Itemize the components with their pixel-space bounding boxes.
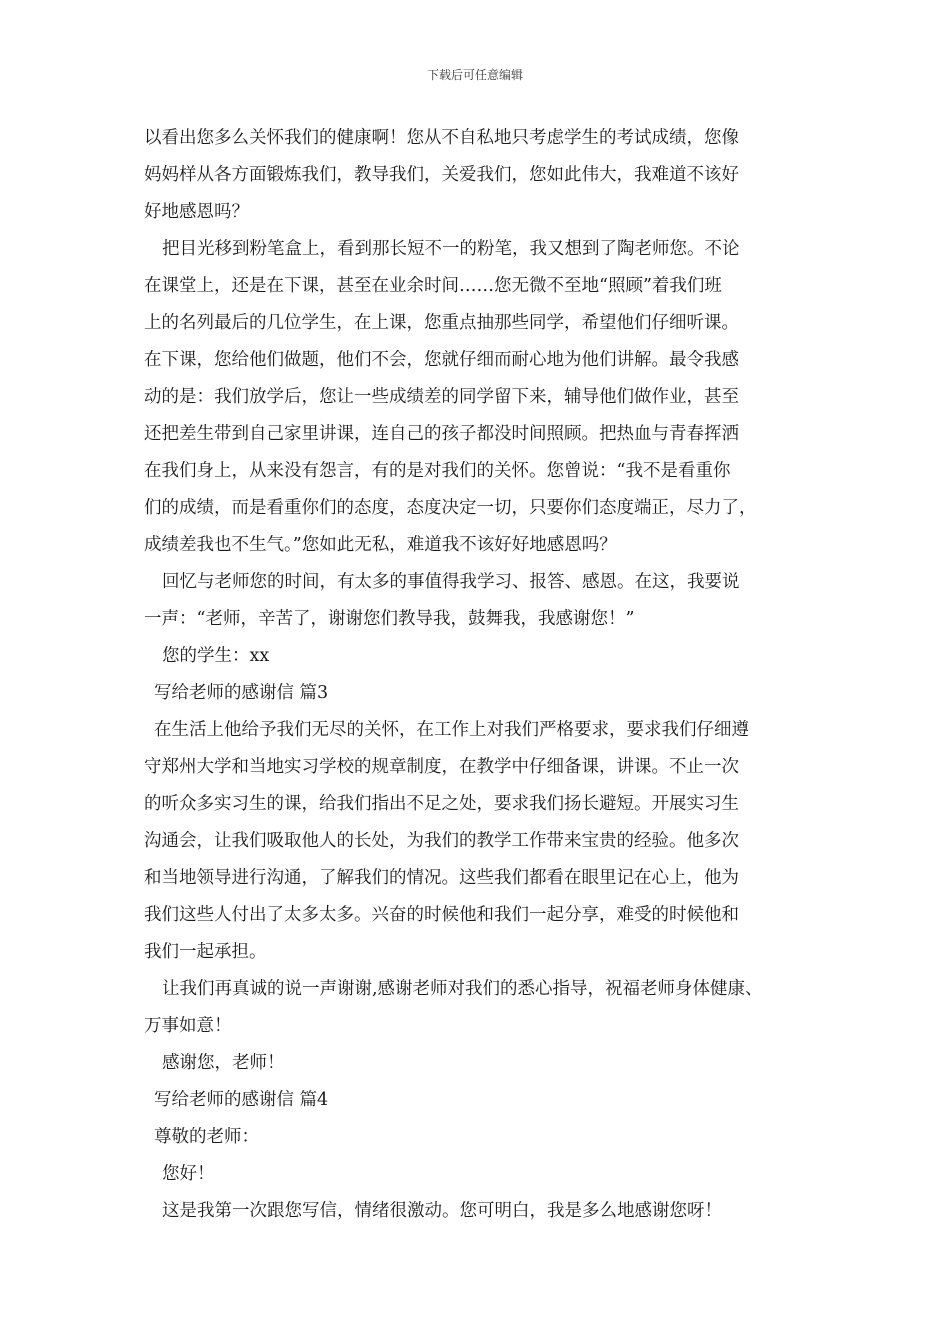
section-heading: 写给老师的感谢信 篇4 [154, 1090, 329, 1110]
text-line: 回忆与老师您的时间，有太多的事值得我学习、报答、感恩。在这，我要说 [162, 572, 740, 592]
signature-line: 您的学生：xx [162, 646, 270, 666]
text-line: 守郑州大学和当地实习学校的规章制度，在教学中仔细备课，讲课。不止一次 [144, 757, 739, 777]
text-line: 在我们身上，从来没有怨言，有的是对我们的关怀。您曾说：“我不是看重你 [144, 461, 731, 481]
text-line: 动的是：我们放学后，您让一些成绩差的同学留下来，辅导他们做作业，甚至 [144, 387, 739, 407]
text-line: 把目光移到粉笔盒上，看到那长短不一的粉笔，我又想到了陶老师您。不论 [162, 239, 740, 259]
salutation-line: 尊敬的老师： [154, 1127, 259, 1147]
text-line: 的听众多实习生的课，给我们指出不足之处，要求我们扬长避短。开展实习生 [144, 794, 739, 814]
text-line: 我们一起承担。 [144, 942, 267, 962]
text-line: 妈妈样从各方面锻炼我们，教导我们，关爱我们，您如此伟大，我难道不该好 [144, 165, 739, 185]
text-line: 以看出您多么关怀我们的健康啊！您从不自私地只考虑学生的考试成绩，您像 [144, 128, 739, 148]
text-line: 让我们再真诚的说一声谢谢,感谢老师对我们的悉心指导，祝福老师身体健康、 [162, 979, 763, 999]
text-line: 沟通会，让我们吸取他人的长处，为我们的教学工作带来宝贵的经验。他多次 [144, 831, 739, 851]
text-line: 一声：“老师，辛苦了，谢谢您们教导我，鼓舞我，我感谢您！” [144, 609, 635, 629]
closing-line: 感谢您，老师！ [162, 1053, 285, 1073]
text-line: 在下课，您给他们做题，他们不会，您就仔细而耐心地为他们讲解。最令我感 [144, 350, 739, 370]
text-line: 在课堂上，还是在下课，甚至在业余时间……您无微不至地“照顾”着我们班 [144, 276, 722, 296]
greeting-line: 您好！ [162, 1164, 215, 1184]
text-line: 万事如意！ [144, 1016, 232, 1036]
text-line: 们的成绩，而是看重你们的态度，态度决定一切，只要你们态度端正，尽力了， [144, 498, 757, 518]
text-line: 还把差生带到自己家里讲课，连自己的孩子都没时间照顾。把热血与青春挥洒 [144, 424, 739, 444]
text-line: 和当地领导进行沟通，了解我们的情况。这些我们都看在眼里记在心上，他为 [144, 868, 739, 888]
text-line: 好地感恩吗？ [144, 202, 249, 222]
section-heading: 写给老师的感谢信 篇3 [154, 683, 329, 703]
text-line: 上的名列最后的几位学生，在上课，您重点抽那些同学，希望他们仔细听课。 [144, 313, 739, 333]
text-line: 这是我第一次跟您写信，情绪很激动。您可明白，我是多么地感谢您呀！ [162, 1201, 722, 1221]
text-line: 我们这些人付出了太多太多。兴奋的时候他和我们一起分享，难受的时候他和 [144, 905, 739, 925]
text-line: 在生活上他给予我们无尽的关怀，在工作上对我们严格要求，要求我们仔细遵 [154, 720, 749, 740]
text-line: 成绩差我也不生气。”您如此无私，难道我不该好好地感恩吗？ [144, 535, 617, 555]
letter-body [144, 120, 824, 1230]
page-header-note: 下载后可任意编辑 [426, 68, 523, 82]
